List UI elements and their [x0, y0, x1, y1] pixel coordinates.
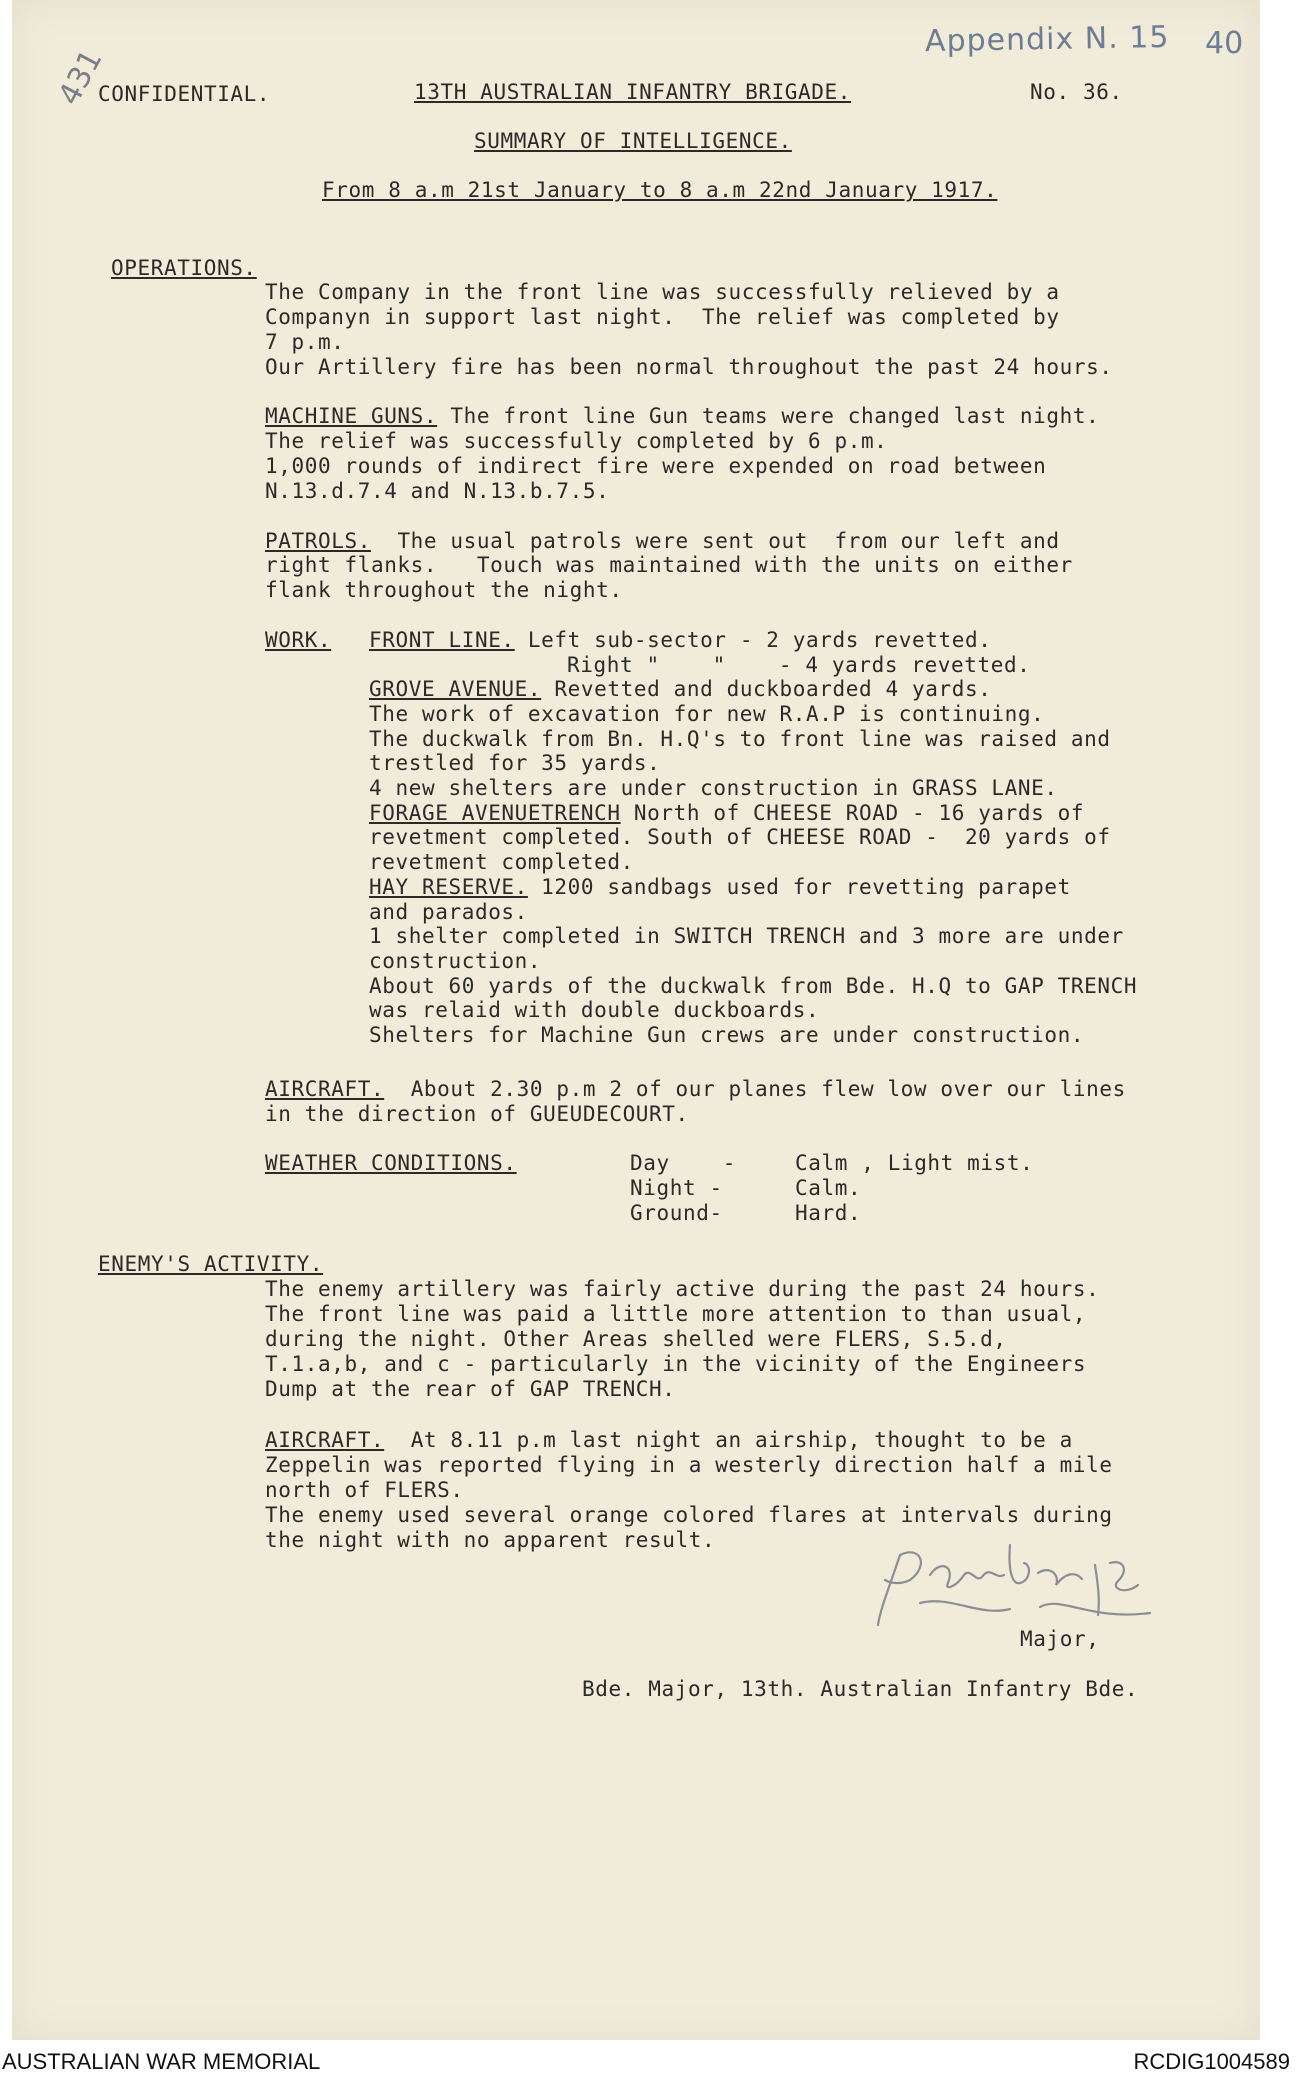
hay-reserve	[369, 875, 1071, 899]
enemy-aircraft-line-4: the night with no apparent result.	[265, 1528, 716, 1552]
work-front-line	[369, 628, 991, 652]
weather-day-label: Day -	[630, 1151, 736, 1175]
work-line-b1: revetment completed. South of CHEESE ROAD - 20 yards of	[369, 825, 1111, 849]
work-line-a3: trestled for 35 yards.	[369, 751, 661, 775]
work-line-c5: was relaid with double duckboards.	[369, 998, 820, 1022]
enemy-aircraft-first: At 8.11 p.m last night an airship, thought to be a	[384, 1428, 1073, 1452]
work-line-c3: construction.	[369, 949, 542, 973]
patrols-heading: PATROLS.	[265, 529, 371, 553]
enemy-aircraft-line-3: The enemy used several orange colored flares at intervals during	[265, 1503, 1113, 1527]
enemy-line-1: The enemy artillery was fairly active during the past 24 hours.	[265, 1277, 1100, 1301]
enemy-line-3: during the night. Other Areas shelled were FLERS, S.5.d,	[265, 1327, 1007, 1351]
hay-reserve-text: 1200 sandbags used for revetting parapet	[527, 875, 1071, 899]
work-line-a1: The work of excavation for new R.A.P is continuing.	[369, 702, 1045, 726]
work-line-a2: The duckwalk from Bn. H.Q's to front line was raised and	[369, 727, 1111, 751]
hay-reserve-heading: HAY RESERVE.	[369, 875, 528, 899]
footer-reference: RCDIG1004589	[1133, 2049, 1290, 2074]
patrols-line-1: right flanks. Touch was maintained with the units on either	[265, 553, 1073, 577]
aircraft-para	[265, 1077, 1126, 1101]
enemy-line-5: Dump at the rear of GAP TRENCH.	[265, 1377, 676, 1401]
work-line-c2: 1 shelter completed in SWITCH TRENCH and 3 more are under	[369, 924, 1124, 948]
weather-heading: WEATHER CONDITIONS.	[265, 1151, 517, 1175]
work-line-c4: About 60 yards of the duckwalk from Bde. H.Q to GAP TRENCH	[369, 974, 1138, 998]
machine-guns-line-2: 1,000 rounds of indirect fire were expended on road between	[265, 454, 1047, 478]
folio-annotation: 431	[51, 44, 110, 111]
aircraft-heading: AIRCRAFT.	[265, 1077, 385, 1101]
work-line-a4: 4 new shelters are under construction in GRASS LANE.	[369, 776, 1058, 800]
document-title: SUMMARY OF INTELLIGENCE.	[474, 129, 792, 153]
brigade-title: 13TH AUSTRALIAN INFANTRY BRIGADE.	[414, 80, 852, 104]
weather-day-value: Calm , Light mist.	[795, 1151, 1034, 1175]
patrols-para	[265, 529, 1060, 553]
machine-guns-line-1: The relief was successfully completed by 6 p.m.	[265, 429, 888, 453]
operations-line-3: 7 p.m.	[265, 330, 345, 354]
aircraft-line-1: in the direction of GUEUDECOURT.	[265, 1102, 689, 1126]
enemy-heading: ENEMY'S ACTIVITY.	[98, 1252, 324, 1276]
machine-guns-heading: MACHINE GUNS.	[265, 404, 438, 428]
handwritten-signature	[860, 1525, 1180, 1635]
period-line: From 8 a.m 21st January to 8 a.m 22nd January 1917.	[322, 178, 998, 202]
machine-guns-para	[265, 404, 1099, 428]
weather-ground-value: Hard.	[795, 1201, 862, 1225]
summary-number: No. 36.	[1030, 80, 1123, 104]
appendix-annotation: Appendix N. 15	[924, 19, 1170, 60]
forage-heading: FORAGE AVENUETRENCH	[369, 801, 621, 825]
forage-text: North of CHEESE ROAD - 16 yards of	[620, 801, 1085, 825]
enemy-aircraft-para	[265, 1428, 1073, 1452]
forage-trench	[369, 801, 1084, 825]
front-line-right: Right " " - 4 yards revetted.	[567, 653, 1031, 677]
weather-ground-label: Ground-	[630, 1201, 723, 1225]
weather-night-label: Night -	[630, 1176, 723, 1200]
patrols-first: The usual patrols were sent out from our left and	[370, 529, 1060, 553]
work-line-b2: revetment completed.	[369, 850, 634, 874]
machine-guns-line-3: N.13.d.7.4 and N.13.b.7.5.	[265, 479, 610, 503]
front-line-heading: FRONT LINE.	[369, 628, 515, 652]
weather-night-value: Calm.	[795, 1176, 862, 1200]
grove-avenue-text: Revetted and duckboarded 4 yards.	[541, 677, 992, 701]
grove-avenue-heading: GROVE AVENUE.	[369, 677, 542, 701]
aircraft-first: About 2.30 p.m 2 of our planes flew low over our lines	[384, 1077, 1126, 1101]
front-line-left: Left sub-sector - 2 yards revetted.	[514, 628, 992, 652]
confidential-label: CONFIDENTIAL.	[98, 82, 271, 106]
enemy-aircraft-heading: AIRCRAFT.	[265, 1428, 385, 1452]
enemy-aircraft-line-1: Zeppelin was reported flying in a westerly direction half a mile	[265, 1453, 1113, 1477]
operations-line-4: Our Artillery fire has been normal throughout the past 24 hours.	[265, 355, 1113, 379]
work-line-c1: and parados.	[369, 900, 528, 924]
signature-rank: Major,	[1020, 1627, 1100, 1651]
work-line-c6: Shelters for Machine Gun crews are under construction.	[369, 1023, 1085, 1047]
signature-title: Bde. Major, 13th. Australian Infantry Bde.	[582, 1677, 1139, 1701]
enemy-aircraft-line-2: north of FLERS.	[265, 1478, 464, 1502]
enemy-line-4: T.1.a,b, and c - particularly in the vicinity of the Engineers	[265, 1352, 1087, 1376]
grove-avenue	[369, 677, 991, 701]
patrols-line-2: flank throughout the night.	[265, 578, 623, 602]
operations-line-1: The Company in the front line was successfully relieved by a	[265, 280, 1060, 304]
footer-source: AUSTRALIAN WAR MEMORIAL	[2, 2049, 321, 2074]
page-number-annotation: 40	[1205, 26, 1244, 61]
operations-line-2: Companyn in support last night. The relief was completed by	[265, 305, 1060, 329]
operations-heading: OPERATIONS.	[111, 256, 257, 280]
machine-guns-first: The front line Gun teams were changed last night.	[437, 404, 1100, 428]
enemy-line-2: The front line was paid a little more attention to than usual,	[265, 1302, 1087, 1326]
work-heading: WORK.	[265, 628, 332, 652]
